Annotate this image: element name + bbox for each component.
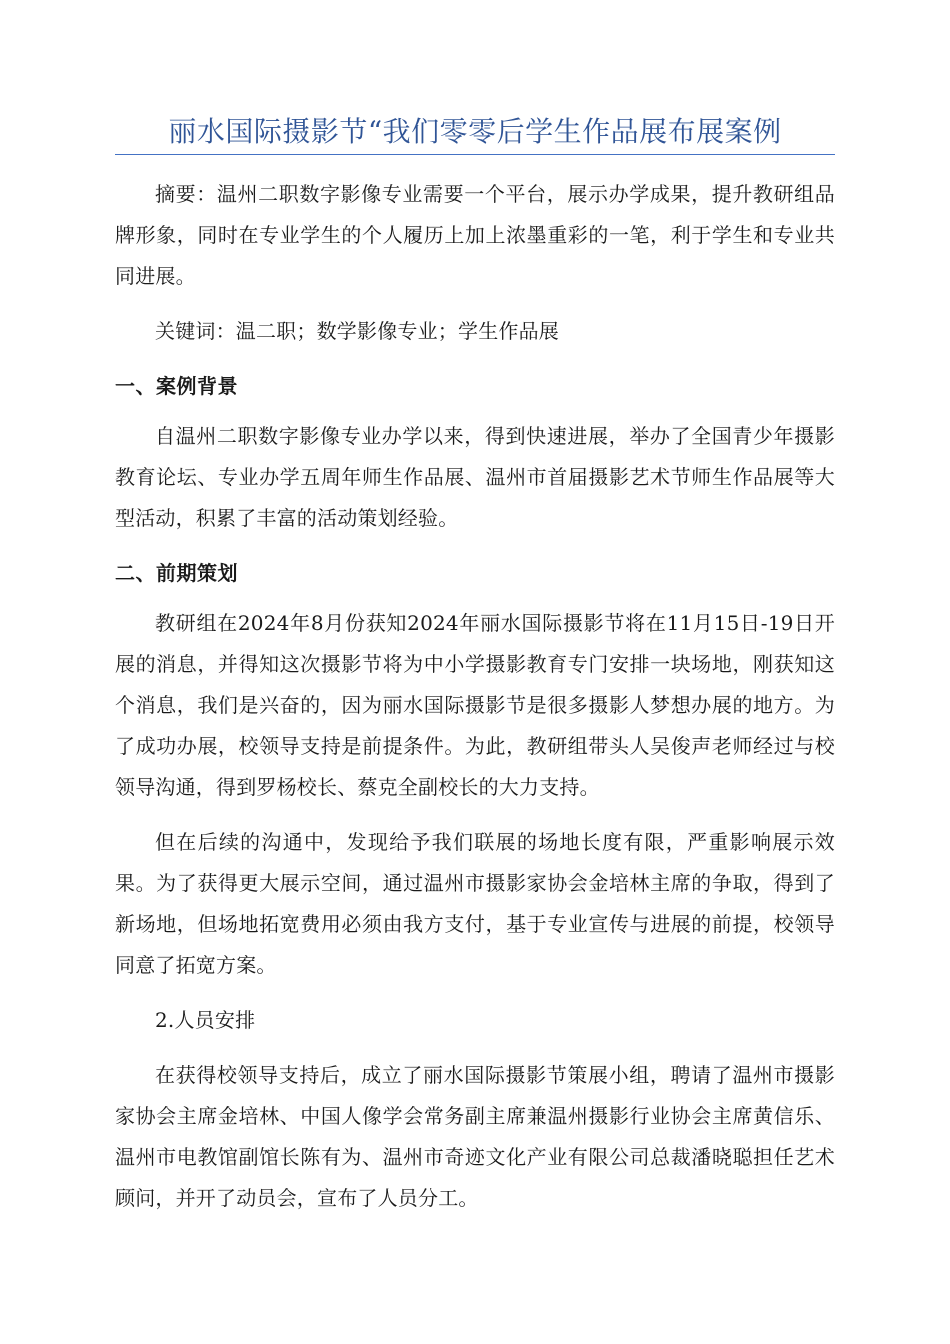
document-title: 丽水国际摄影节“我们零零后学生作品展布展案例 bbox=[168, 115, 782, 148]
keywords-paragraph: 关键词：温二职；数学影像专业；学生作品展 bbox=[155, 319, 559, 343]
background-paragraph: 自温州二职数字影像专业办学以来，得到快速进展，举办了全国青少年摄影教育论坛、专业办学五周年师生作品展、温州市首届摄影艺术节师生作品展等大型活动，积累了丰富的活动策划经验。 bbox=[115, 424, 835, 530]
planning-paragraph-1: 教研组在2024年8月份获知2024年丽水国际摄影节将在11月15日-19日开展的消息，并得知这次摄影节将为中小学摄影教育专门安排一块场地，刚获知这个消息，我们是兴奋的，因为丽水国际摄影节是很多摄影人梦想办展的地方。为了成功办展，校领导支持是前提条件。为此，教研组带头人吴俊声老师经过与校领导沟通，得到罗杨校长、蔡克全副校长的大力支持。 bbox=[115, 611, 835, 799]
section-heading-background: 一、案例背景 bbox=[115, 374, 238, 398]
abstract-paragraph: 摘要：温州二职数字影像专业需要一个平台，展示办学成果，提升教研组品牌形象，同时在专业学生的个人履历上加上浓墨重彩的一笔，利于学生和专业共同进展。 bbox=[115, 182, 835, 288]
staffing-paragraph: 在获得校领导支持后，成立了丽水国际摄影节策展小组，聘请了温州市摄影家协会主席金培林、中国人像学会常务副主席兼温州摄影行业协会主席黄信乐、温州市电教馆副馆长陈有为、温州市奇迹文化产业有限公司总裁潘晓聪担任艺术顾问，并开了动员会，宣布了人员分工。 bbox=[115, 1063, 835, 1210]
section-heading-planning: 二、前期策划 bbox=[115, 561, 238, 585]
staffing-subheading: 2.人员安排 bbox=[155, 1008, 256, 1032]
title-underline bbox=[115, 154, 835, 155]
planning-paragraph-2: 但在后续的沟通中，发现给予我们联展的场地长度有限，严重影响展示效果。为了获得更大展示空间，通过温州市摄影家协会金培林主席的争取，得到了新场地，但场地拓宽费用必须由我方支付，基于专业宣传与进展的前提，校领导同意了拓宽方案。 bbox=[115, 830, 835, 977]
document-body bbox=[115, 174, 835, 1233]
